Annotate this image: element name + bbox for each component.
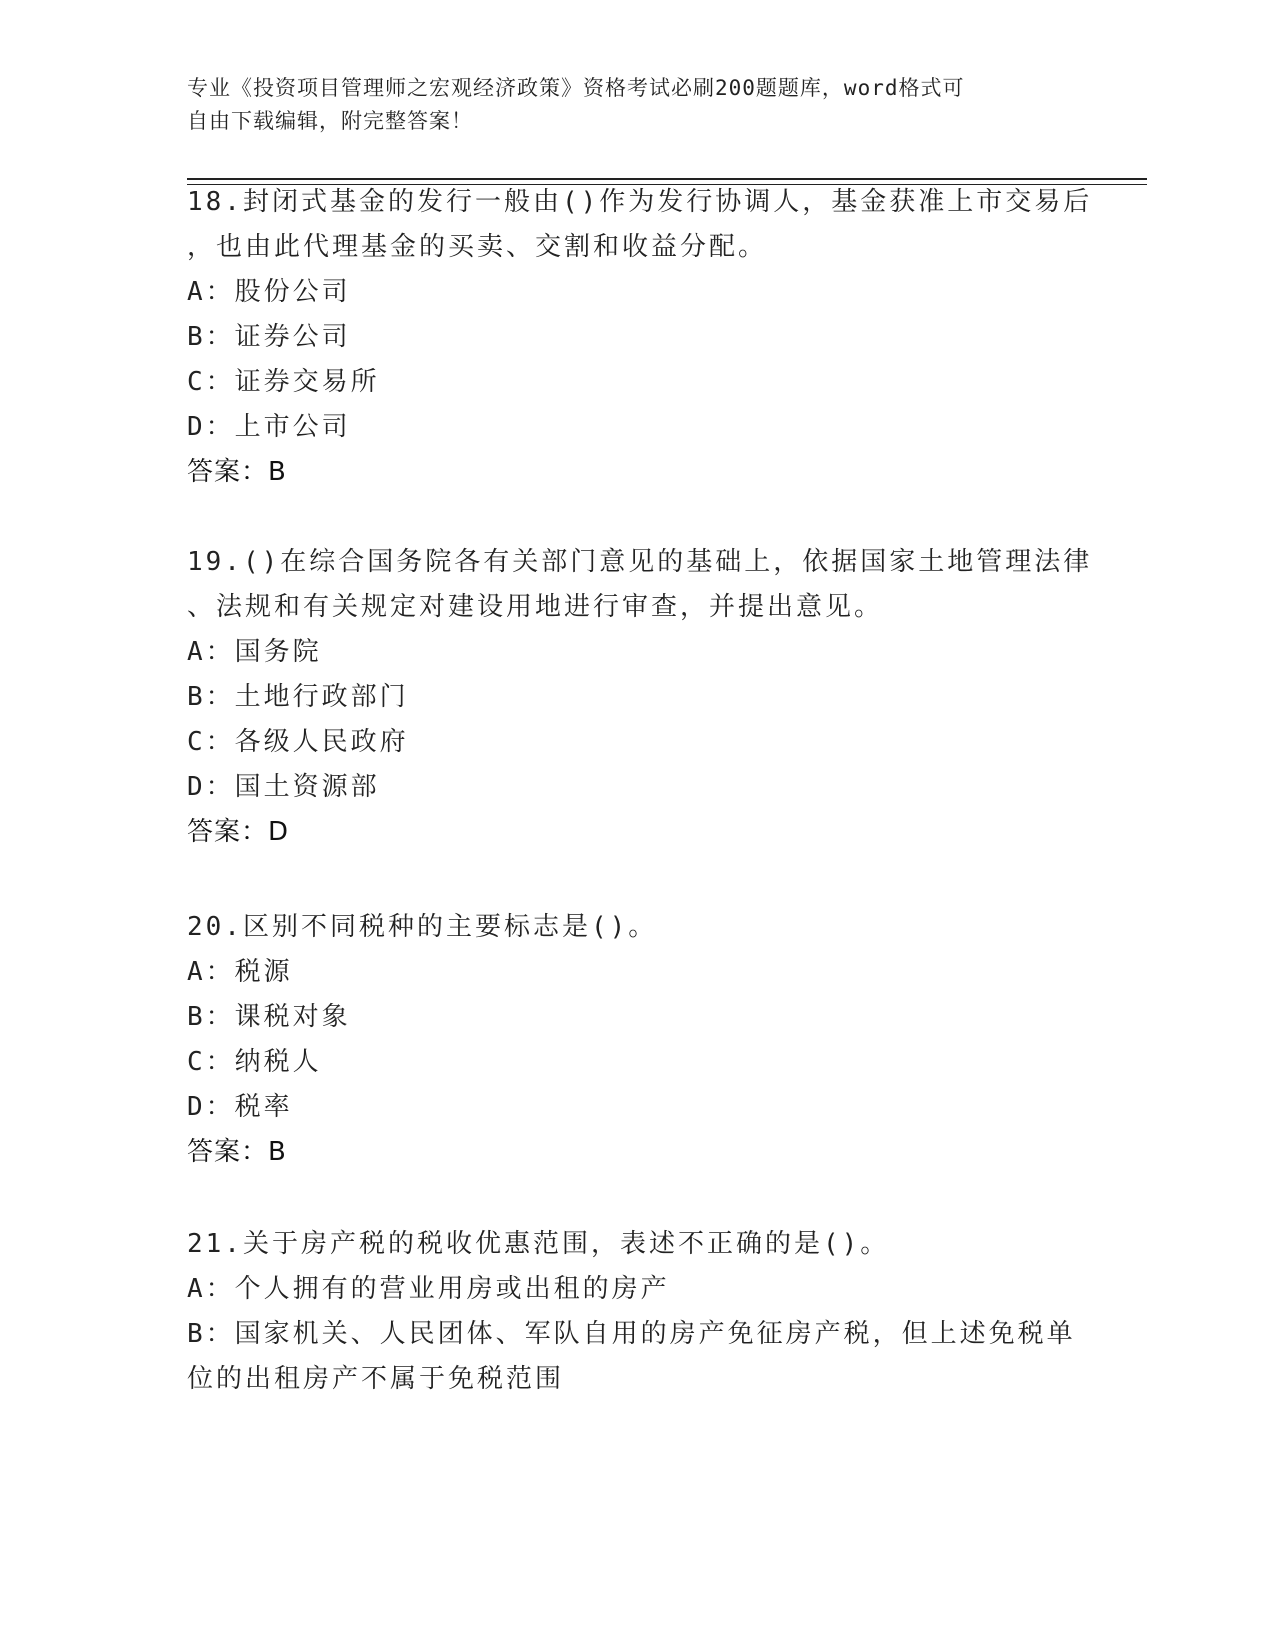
option-a: A：税源 bbox=[187, 957, 293, 987]
question-20 bbox=[187, 905, 1187, 1175]
question-19 bbox=[187, 540, 1187, 855]
option-a: A：国务院 bbox=[187, 637, 322, 667]
option-c: C：证券交易所 bbox=[187, 367, 380, 397]
option-d: D：税率 bbox=[187, 1092, 293, 1122]
question-18 bbox=[187, 180, 1187, 495]
header-line-2: 自由下载编辑，附完整答案！ bbox=[187, 109, 473, 133]
question-21 bbox=[187, 1222, 1187, 1402]
document-header bbox=[187, 72, 1087, 138]
option-b: B：国家机关、人民团体、军队自用的房产免征房产税，但上述免税单 bbox=[187, 1319, 1076, 1349]
option-b: B：土地行政部门 bbox=[187, 682, 409, 712]
option-a: A：个人拥有的营业用房或出租的房产 bbox=[187, 1274, 670, 1304]
option-b-continued: 位的出租房产不属于免税范围 bbox=[187, 1364, 565, 1394]
option-a: A：股份公司 bbox=[187, 277, 351, 307]
question-stem: 20.区别不同税种的主要标志是()。 bbox=[187, 912, 658, 942]
answer: 答案：D bbox=[187, 817, 290, 847]
option-b: B：证券公司 bbox=[187, 322, 351, 352]
question-stem: ，也由此代理基金的买卖、交割和收益分配。 bbox=[187, 232, 768, 262]
option-c: C：各级人民政府 bbox=[187, 727, 409, 757]
header-line-1: 专业《投资项目管理师之宏观经济政策》资格考试必刷200题题库，word格式可 bbox=[187, 76, 965, 100]
answer: 答案：B bbox=[187, 1137, 287, 1167]
question-stem: 19.()在综合国务院各有关部门意见的基础上，依据国家土地管理法律 bbox=[187, 547, 1093, 577]
question-stem: 18.封闭式基金的发行一般由()作为发行协调人，基金获准上市交易后 bbox=[187, 187, 1093, 217]
answer: 答案：B bbox=[187, 457, 287, 487]
question-stem: 、法规和有关规定对建设用地进行审查，并提出意见。 bbox=[187, 592, 884, 622]
option-c: C：纳税人 bbox=[187, 1047, 322, 1077]
option-d: D：上市公司 bbox=[187, 412, 351, 442]
question-stem: 21.关于房产税的税收优惠范围，表述不正确的是()。 bbox=[187, 1229, 890, 1259]
option-d: D：国土资源部 bbox=[187, 772, 380, 802]
option-b: B：课税对象 bbox=[187, 1002, 351, 1032]
